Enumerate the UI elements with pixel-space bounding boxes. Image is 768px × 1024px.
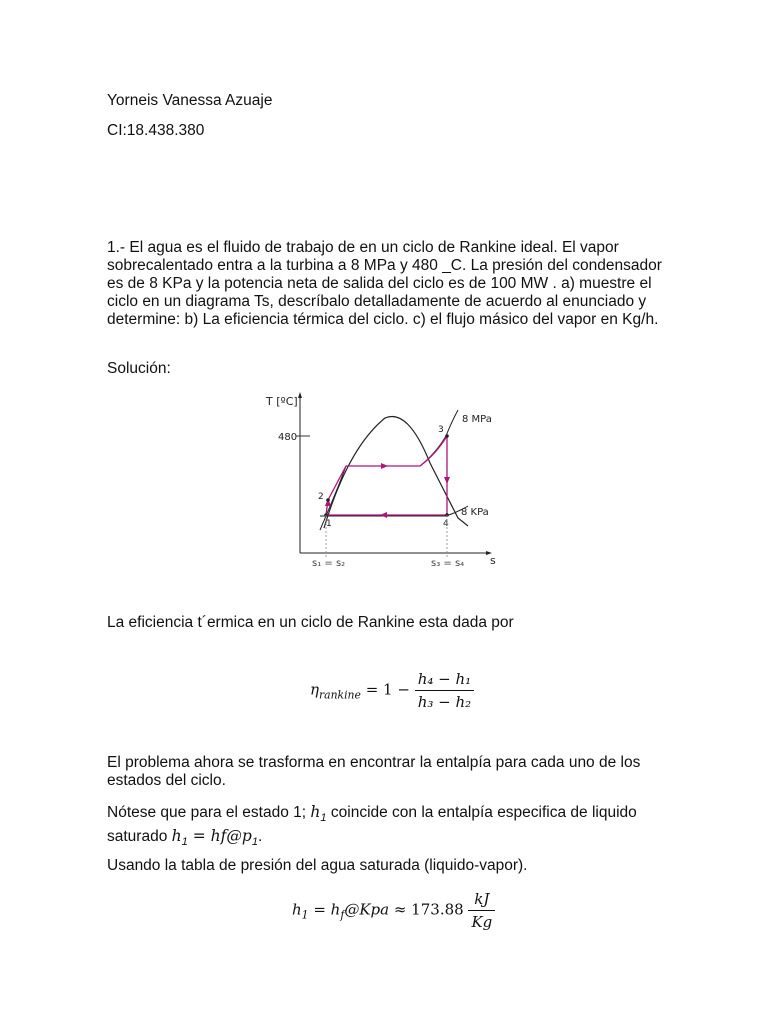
note-state1-a: Nótese que para el estado 1; [107,804,311,821]
h1-lhs-sub: 1 [301,908,309,922]
y-axis-arrow [298,392,302,398]
eta-subscript: rankine [319,688,361,702]
arrow-evaporation [381,463,388,469]
solution-label: Solución: [107,360,171,377]
unit-numerator: kJ [468,890,495,911]
table-usage-text: Usando la tabla de presión del agua saturada (liquido-vapor). [107,857,528,874]
arrow-turbine [444,477,450,484]
state-point-3 [445,434,449,438]
efficiency-fraction [415,670,474,711]
x-axis-label: s [490,554,496,567]
unit-denominator: Kg [471,913,493,931]
state-label-4: 4 [443,519,449,529]
inline-h1-sub-2: 1 [181,835,188,848]
state-point-2 [326,498,330,502]
arrow-condenser [380,512,387,518]
inline-p-sub: 1 [251,835,259,848]
problem-statement: 1.- El agua es el fluido de trabajo de en un ciclo de Rankine ideal. El vapor sobrecalentado entra a la turbina a 8 MPa y 480 _C. La presión del condensador es de 8 KPa y la potencia neta de salida del ciclo es de 100 MW . a) muestre el ciclo en un diagrama Ts, descríbalo detalladamente de acuerdo al enunciado y determine: b) La eficiencia térmica del ciclo. c) el flujo másico del vapor en Kg/h. [107,239,662,328]
process-2-heating [328,466,346,500]
label-8kpa: 8 KPa [461,507,489,518]
h1-lhs: h [292,900,302,919]
unit-fraction [468,890,495,931]
problem-now-text: El problema ahora se trasforma en encontrar la entalpía para cada uno de los estados del ciclo. [107,754,641,789]
at-kpa: @Kpa [344,900,390,919]
inline-h1-2: h [171,826,182,845]
note-state1-b: coincide con la entalpía especifica de liquido saturado [107,804,637,845]
state-label-3: 3 [438,425,444,435]
approx-value: ≈ 173.88 [389,900,464,919]
efficiency-intro: La eficiencia t´ermica en un ciclo de Rankine esta dada por [107,614,514,631]
tick-480-label: 480 [278,432,298,443]
author-name: Yorneis Vanessa Azuaje [107,92,273,109]
eq-one-minus: = 1 − [365,680,410,699]
s12-label: s₁ = s₂ [312,558,346,569]
author-ci: CI:18.438.380 [107,122,205,139]
y-axis-label: T [ºC] [266,395,298,408]
h1-equation [292,890,495,931]
note-state1 [107,803,647,851]
efficiency-numerator: h₄ − h₁ [415,670,474,691]
inline-h1: h [310,803,321,821]
state-label-2: 2 [318,492,324,502]
inline-end: . [258,827,263,845]
inline-h1-sub: 1 [320,811,327,824]
rankine-efficiency-equation [310,670,474,711]
s34-label: s₃ = s₄ [431,558,465,569]
eta-symbol: η [310,680,319,699]
state-label-1: 1 [326,519,332,529]
label-8mpa: 8 MPa [462,414,492,425]
inline-hf: = hf@p [187,826,252,845]
ts-diagram [258,388,508,578]
hf-sub: f [340,908,345,922]
efficiency-denominator: h₃ − h₂ [417,693,472,711]
h1-eq: = h [308,900,341,919]
